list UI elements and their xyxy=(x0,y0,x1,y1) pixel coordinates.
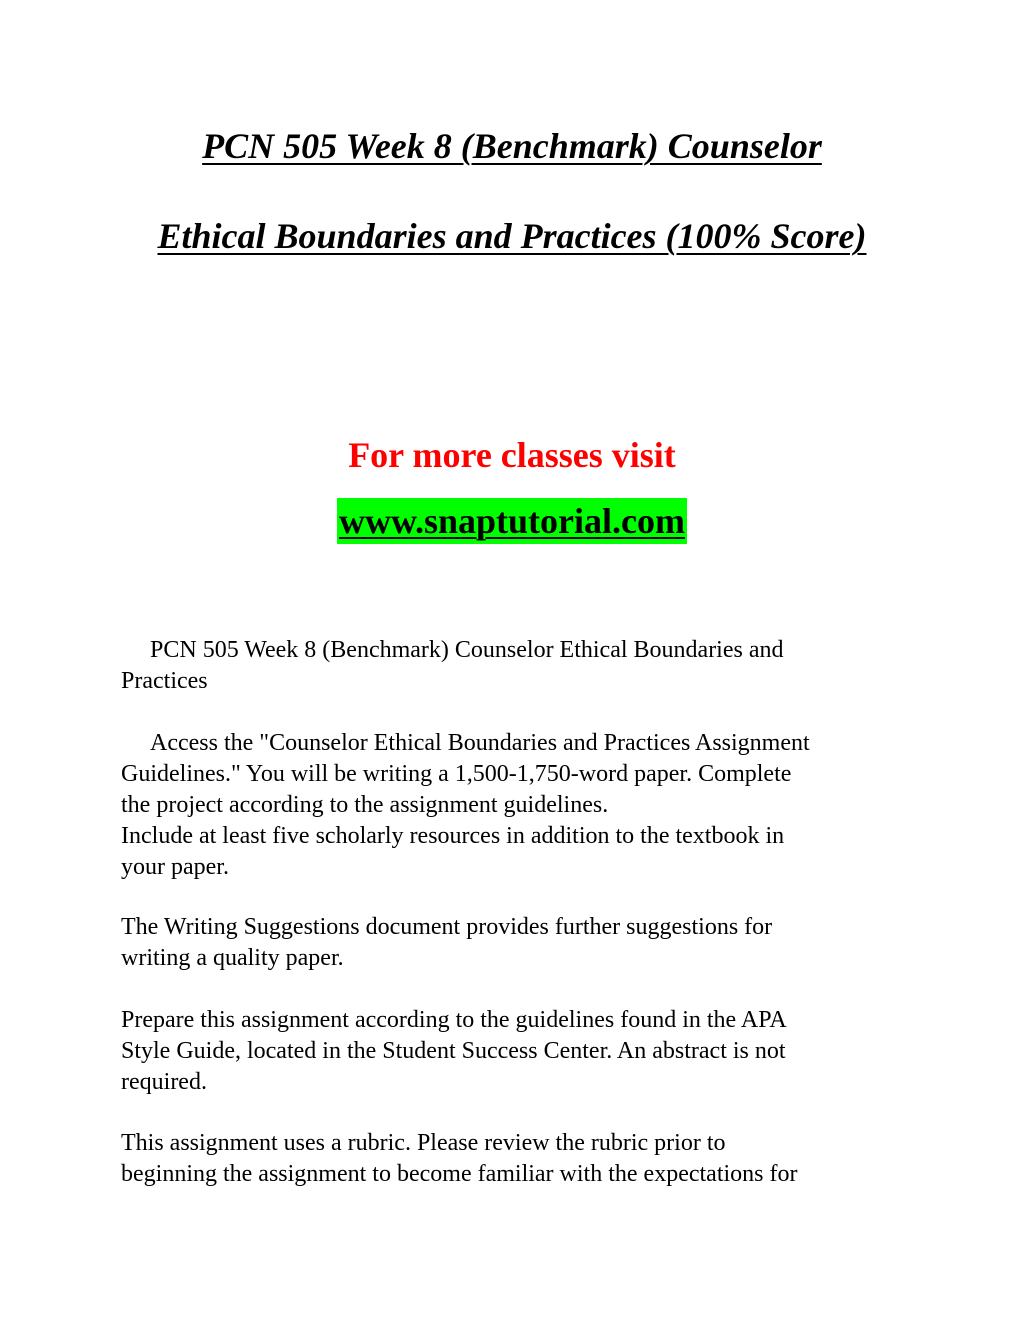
paragraph-line: This assignment uses a rubric. Please review the rubric prior to xyxy=(121,1130,726,1156)
website-link[interactable]: www.snaptutorial.com xyxy=(337,498,687,544)
document-title-line-1: PCN 505 Week 8 (Benchmark) Counselor xyxy=(202,126,822,166)
paragraph-line: PCN 505 Week 8 (Benchmark) Counselor Ethical Boundaries and xyxy=(150,637,784,663)
paragraph-line: Include at least five scholarly resources in addition to the textbook in xyxy=(121,823,785,849)
paragraph-writing-suggestions xyxy=(121,912,901,974)
paragraph-line: Practices xyxy=(121,668,208,694)
paragraph-assignment-guidelines xyxy=(121,728,901,883)
paragraph-line: beginning the assignment to become familiar with the expectations for xyxy=(121,1161,798,1187)
paragraph-line: your paper. xyxy=(121,854,229,880)
paragraph-line: Guidelines." You will be writing a 1,500-1,750-word paper. Complete xyxy=(121,761,792,787)
paragraph-apa-style xyxy=(121,1005,901,1098)
paragraph-line: writing a quality paper. xyxy=(121,945,344,971)
paragraph-rubric xyxy=(121,1128,901,1190)
paragraph-line: the project according to the assignment guidelines. xyxy=(121,792,609,818)
paragraph-line: required. xyxy=(121,1069,207,1095)
promo-text: For more classes visit xyxy=(348,435,676,475)
paragraph-line: The Writing Suggestions document provides further suggestions for xyxy=(121,914,773,940)
paragraph-course-title xyxy=(121,635,901,697)
document-title-line-2: Ethical Boundaries and Practices (100% Score) xyxy=(157,216,867,256)
paragraph-line: Access the "Counselor Ethical Boundaries and Practices Assignment xyxy=(150,730,810,756)
promo-link-container xyxy=(0,498,1024,544)
paragraph-line: Prepare this assignment according to the guidelines found in the APA xyxy=(121,1007,787,1033)
paragraph-line: Style Guide, located in the Student Success Center. An abstract is not xyxy=(121,1038,786,1064)
